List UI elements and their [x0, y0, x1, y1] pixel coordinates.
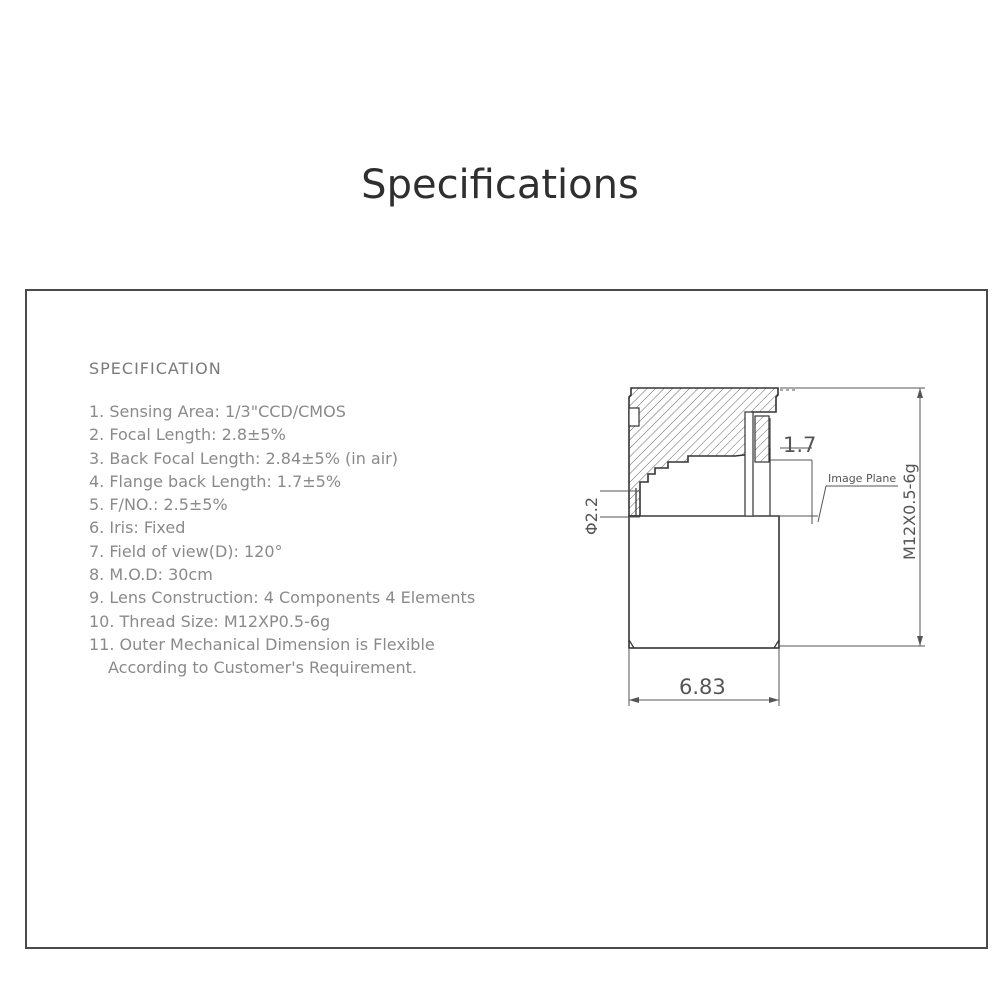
lens-drawing-svg	[575, 375, 965, 715]
spec-item-f-number: 5. F/NO.: 2.5±5%	[89, 495, 228, 515]
inner-element-1	[745, 412, 753, 516]
width-dim-arrow-right	[769, 697, 779, 703]
spec-item-lens-construction: 9. Lens Construction: 4 Components 4 Elements	[89, 588, 476, 608]
spec-item-outer-dimension: 11. Outer Mechanical Dimension is Flexible	[89, 634, 435, 654]
width-dim-arrow-left	[629, 697, 639, 703]
spec-item-outer-dimension-cont: According to Customer's Requirement.	[108, 658, 417, 678]
image-plane-label: Image Plane	[828, 472, 897, 485]
spec-item-mod: 8. M.O.D: 30cm	[89, 565, 213, 585]
page-title: Specifications	[361, 162, 639, 208]
spec-item-sensing-area: 1. Sensing Area: 1/3"CCD/CMOS	[89, 402, 346, 421]
spec-item-back-focal-length: 3. Back Focal Length: 2.84±5% (in air)	[89, 448, 398, 468]
flange-dim-label: 1.7	[783, 433, 817, 457]
inner-element-2	[755, 416, 769, 462]
thread-dim-arrow-top	[917, 388, 923, 398]
spec-item-focal-length: 2. Focal Length: 2.8±5%	[89, 425, 286, 445]
spec-item-iris: 6. Iris: Fixed	[89, 518, 186, 538]
spec-item-thread-size: 10. Thread Size: M12XP0.5-6g	[89, 611, 331, 631]
lens-barrel-body	[629, 516, 779, 648]
thread-dim-label: M12X0.5-6g	[900, 463, 919, 560]
spec-list	[89, 359, 475, 680]
diameter-dim-label: Φ2.2	[582, 496, 601, 535]
spec-item-field-of-view: 7. Field of view(D): 120°	[89, 541, 283, 561]
spec-heading: SPECIFICATION	[89, 359, 222, 378]
thread-dim-arrow-bottom	[917, 636, 923, 646]
width-dim-label: 6.83	[679, 675, 726, 699]
spec-item-flange-back-length: 4. Flange back Length: 1.7±5%	[89, 471, 342, 491]
lens-technical-drawing	[575, 375, 965, 715]
cap-notch	[629, 408, 639, 426]
image-plane-leader	[818, 486, 826, 522]
